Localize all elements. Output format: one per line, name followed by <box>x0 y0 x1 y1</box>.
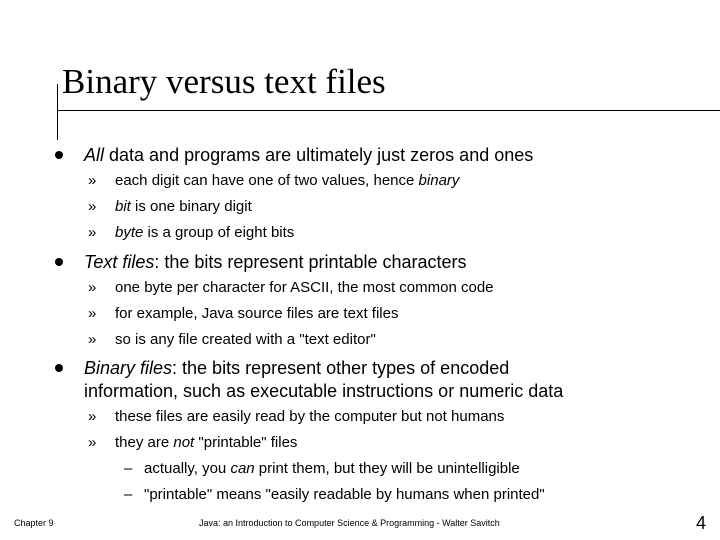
sub-marker: » <box>88 224 97 241</box>
sub-marker: » <box>88 279 97 296</box>
sub-text: they are <box>115 434 174 451</box>
sub-text-emphasis: bit <box>115 198 131 215</box>
bullet-all-data <box>84 144 533 166</box>
bullet-text: information, such as executable instructions or numeric data <box>84 381 564 401</box>
sub-marker: » <box>88 408 97 425</box>
page-number: 4 <box>695 513 706 533</box>
footer-chapter: Chapter 9 <box>14 518 54 528</box>
bullet-continuation <box>84 380 563 402</box>
bullet-dot-icon <box>55 258 63 266</box>
sub-text: each digit can have one of two values, hence <box>115 172 419 189</box>
bullet-text: : the bits represent other types of encoded <box>172 358 510 378</box>
sub-text: is a group of eight bits <box>143 224 295 241</box>
sub-text: so is any file created with a "text editor" <box>115 331 376 348</box>
sub-text: one byte per character for ASCII, the most common code <box>115 279 494 296</box>
subsub-marker: – <box>124 460 133 477</box>
sub-text: these files are easily read by the computer but not humans <box>115 408 505 425</box>
title-underline <box>57 110 720 111</box>
bullet-dot-icon <box>55 151 63 159</box>
subsub-marker: – <box>124 486 133 503</box>
slide-title: Binary versus text files <box>62 62 386 101</box>
bullet-binary-files <box>84 357 509 379</box>
sub-marker: » <box>88 434 97 451</box>
bullet-text: : the bits represent printable characters <box>154 252 467 272</box>
subsub-text: print them, but they will be unintelligible <box>254 460 520 477</box>
sub-text-emphasis: binary <box>418 172 460 189</box>
title-vertical-rule <box>57 84 58 140</box>
bullet-text-emphasis: Binary files <box>84 358 173 378</box>
footer-course-title: Java: an Introduction to Computer Science & Programming - Walter Savitch <box>199 518 500 528</box>
bullet-dot-icon <box>55 364 63 372</box>
subsub-text-emphasis: can <box>230 460 255 477</box>
bullet-text-files <box>84 251 467 273</box>
sub-text: for example, Java source files are text files <box>115 305 399 322</box>
sub-marker: » <box>88 305 97 322</box>
bullet-text: data and programs are ultimately just zeros and ones <box>104 145 534 165</box>
sub-text-emphasis: byte <box>115 224 144 241</box>
sub-marker: » <box>88 331 97 348</box>
subsub-text: "printable" means "easily readable by humans when printed" <box>144 486 545 503</box>
sub-text: "printable" files <box>194 434 298 451</box>
subsub-text: actually, you <box>144 460 231 477</box>
sub-text: is one binary digit <box>130 198 252 215</box>
bullet-text-emphasis: Text files <box>84 252 155 272</box>
sub-text-emphasis: not <box>173 434 195 451</box>
sub-marker: » <box>88 172 97 189</box>
sub-marker: » <box>88 198 97 215</box>
bullet-text-emphasis: All <box>84 145 105 165</box>
